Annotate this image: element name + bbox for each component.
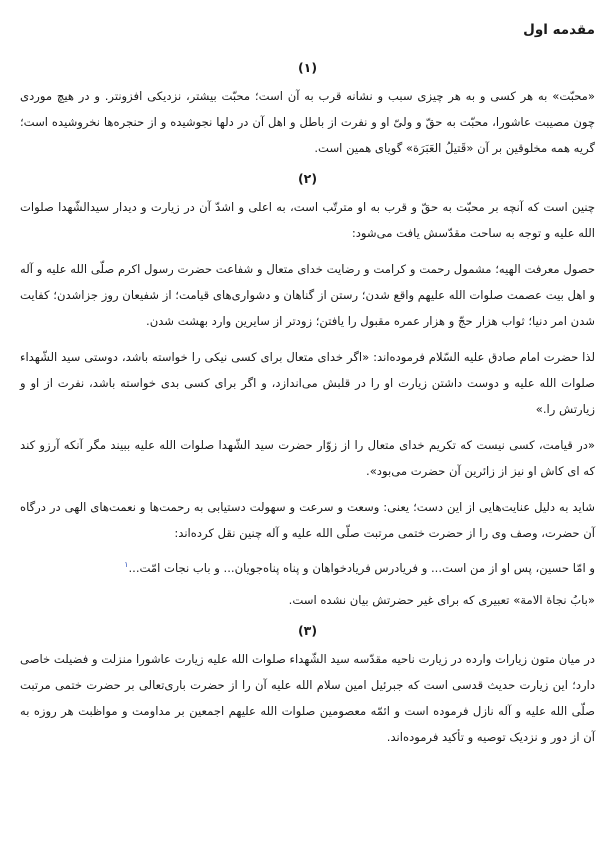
page-heading: مقدمه اول [523,22,595,38]
document-page [20,22,595,760]
paragraph: شاید به دلیل عنایت‌هایی از این دست؛ یعنی: وسعت و سرعت و سهولت دستیابی به رحمت‌ها و نعمت‌های الهی در درگاه آن حضرت، وصف وی را از حضرت ختمی مرتبت صلّی الله علیه و آله چنین نقل کرده‌اند: [20,500,595,540]
section-number-2: (۲) [297,171,318,186]
paragraph: چنین است که آنچه بر محبّت به حقّ و قرب به او مترتّب است، به اعلی و اشدّ آن در زیارت و دیدار سیدالشّهدا صلوات الله علیه و توجه به ساحت مقدّسش یافت می‌شود: [20,200,595,240]
paragraph: لذا حضرت امام صادق علیه السّلام فرموده‌اند: «اگر خدای متعال برای کسی نیکی را خواسته باشد، دوستی سید الشّهداء صلوات الله علیه و دوست داشتن زیارت او را در قلبش می‌اندازد، و اگر برای کسی بدی خواسته باشد، نفرت از او و زیارتش را.» [20,350,595,416]
footnote-marker[interactable]: ۱ [124,560,129,569]
paragraph: «بابُ نجاة الامة» تعبیری که برای غیر حضرتش بیان نشده است. [288,592,595,607]
paragraph: در میان متون زیارات وارده در زیارت ناحیه مقدّسه سید الشّهداء صلوات الله علیه زیارت عاشورا منزلت و فضیلت خاصی دارد؛ این زیارت حدیث قدسی است که جبرئیل امین سلام الله علیه آن را از حضرت باری‌تعالی بر حضرت ختمی مرتبت صلّی الله علیه و آله نازل فرموده است و ائمّه معصومین صلوات الله علیهم اجمعین بر مداومت و مواظبت هر روزه به آن از دور و نزدیک توصیه و تأکید فرموده‌اند. [20,651,595,744]
paragraph: «در قیامت، کسی نیست که تکریم خدای متعال را از زوّار حضرت سید الشّهدا صلوات الله علیه ببیند مگر آنکه آرزو کند که ای کاش او نیز از زائرین آن حضرت می‌بود». [20,438,595,478]
section-number-3: (۳) [297,622,318,638]
quote-paragraph [20,552,595,581]
paragraph: «محبّت» به هر کسی و به هر چیزی سبب و نشانه قرب به آن است؛ محبّت بیشتر، نزدیکی افزونتر. و در هیچ موردی چون مصیبت عاشورا، محبّت به حقّ و ولیّ او و نفرت از باطل و اهل آن در دلها نجوشیده و از حنجره‌ها نخروشیده است؛ گریه همه مخلوقین بر آن «قَتیلُ العَبَرَة» گویای همین است. [20,89,595,155]
section-number-1: (۱) [297,60,318,75]
quote-text: و امّا حسین، پس او از من است... و فریادرس فریادخواهان و پناه پناه‌جویان... و باب نجات امّت... [128,560,595,575]
paragraph: حصول معرفت الهیه؛ مشمول رحمت و کرامت و رضایت خدای متعال و شفاعت حضرت رسول اکرم صلّی الله علیه و آله و اهل بیت عصمت صلوات الله علیهم واقع شدن؛ رستن از گناهان و دشواری‌های قیامت؛ از شفیعان روز جزاشدن؛ کفایت شدن امر دنیا؛ ثواب هزار حجّ و هزار عمره مقبول را یافتن؛ زودتر از سایرین وارد بهشت شدن. [20,262,595,328]
